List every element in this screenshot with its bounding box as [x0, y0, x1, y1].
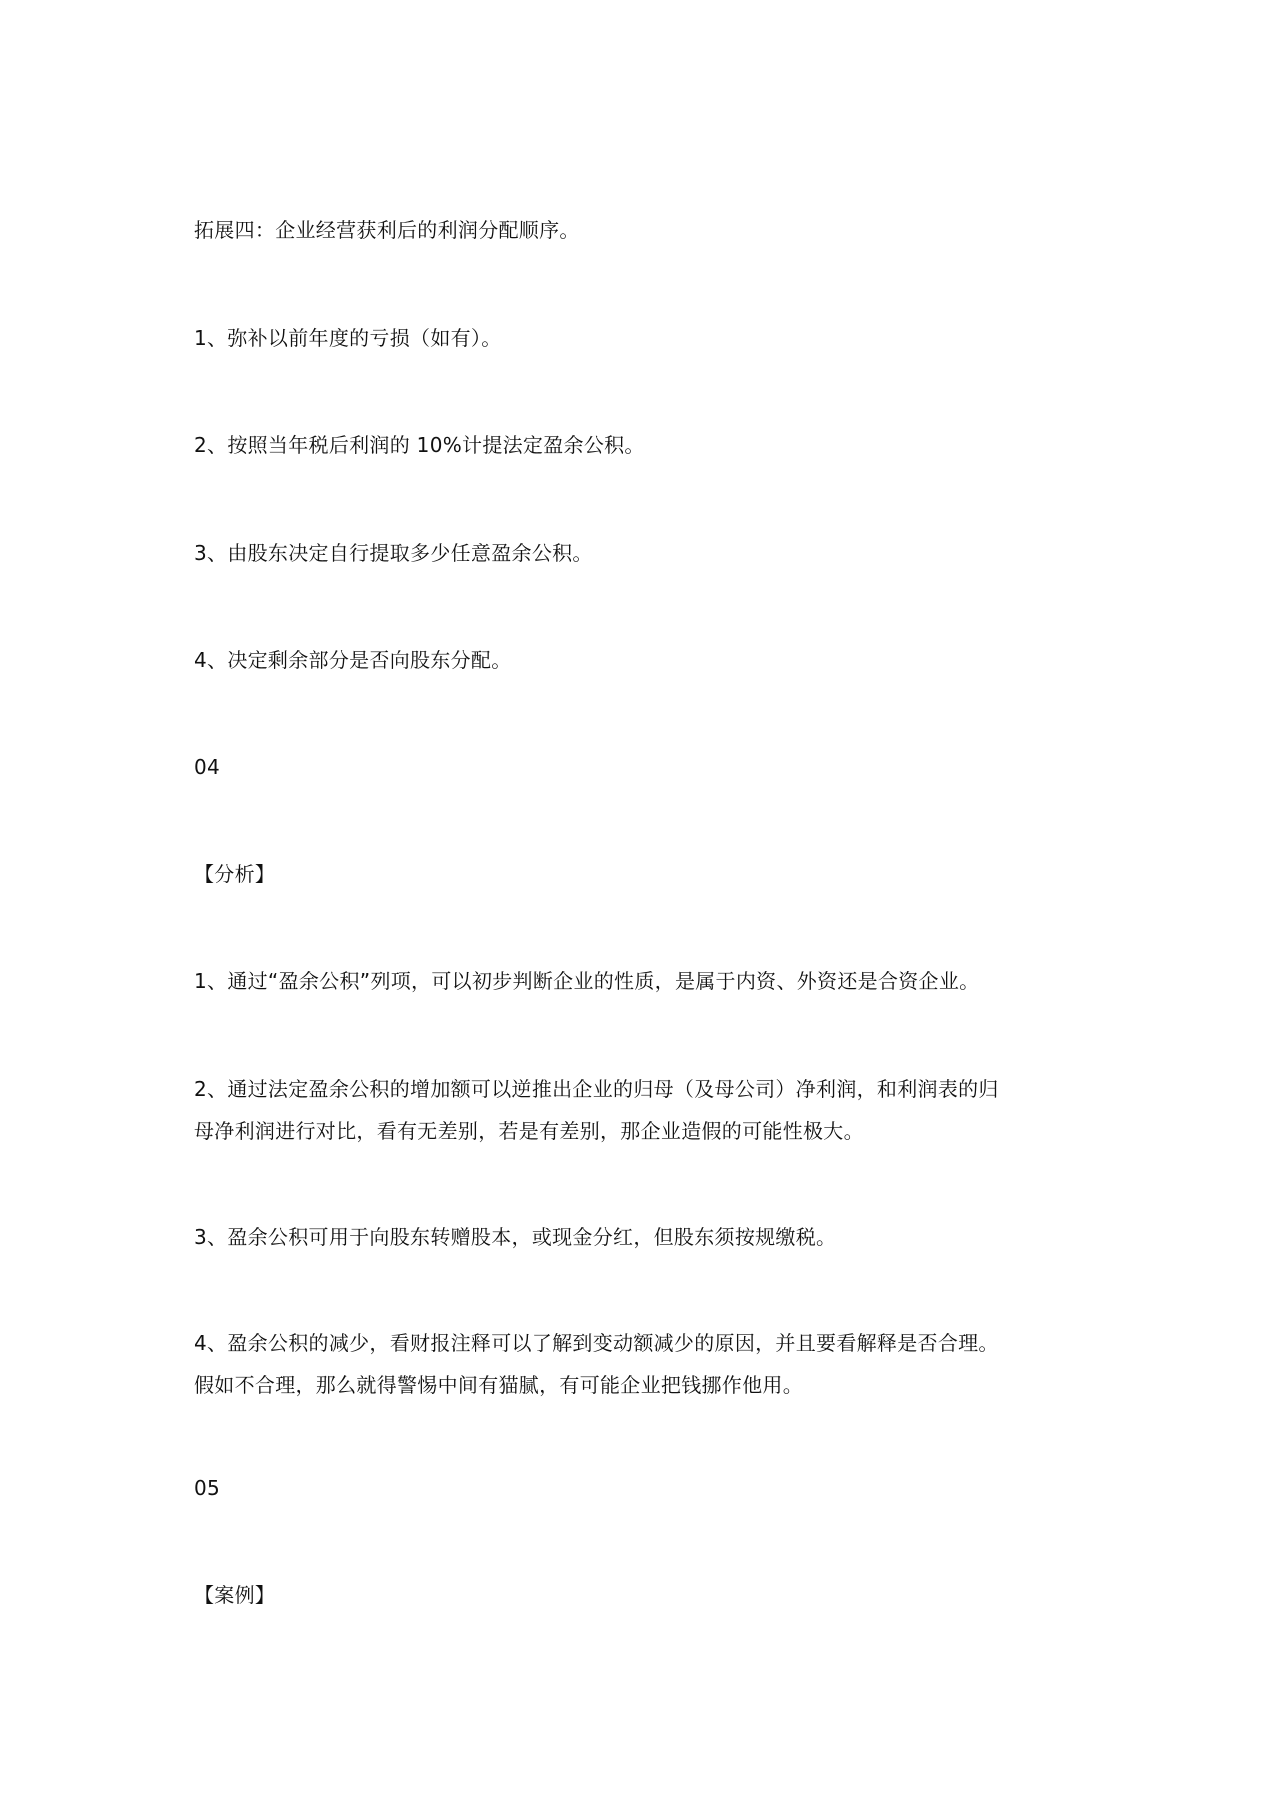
analysis-item-3-line-1: 3、盈余公积可用于向股东转赠股本，或现金分红，但股东须按规缴税。	[194, 1225, 837, 1249]
analysis-item-3	[194, 1216, 1124, 1258]
analysis-item-2-line-1: 2、通过法定盈余公积的增加额可以逆推出企业的归母（及母公司）净利润，和利润表的归	[194, 1077, 999, 1101]
analysis-item-4-line-2: 假如不合理，那么就得警惕中间有猫腻，有可能企业把钱挪作他用。	[194, 1373, 803, 1397]
section-number-04: 04	[194, 755, 221, 779]
analysis-item-1	[194, 960, 1124, 1002]
analysis-item-2-line-2: 母净利润进行对比，看有无差别，若是有差别，那企业造假的可能性极大。	[194, 1119, 864, 1143]
ext4-item-4: 4、决定剩余部分是否向股东分配。	[194, 648, 512, 672]
analysis-item-4	[194, 1322, 1124, 1406]
ext4-item-2: 2、按照当年税后利润的 10%计提法定盈余公积。	[194, 433, 645, 457]
analysis-item-4-line-1: 4、盈余公积的减少，看财报注释可以了解到变动额减少的原因，并且要看解释是否合理。	[194, 1331, 999, 1355]
analysis-item-2	[194, 1068, 1124, 1152]
ext4-heading: 拓展四：企业经营获利后的利润分配顺序。	[194, 218, 580, 242]
analysis-item-1-line-1: 1、通过“盈余公积”列项，可以初步判断企业的性质，是属于内资、外资还是合资企业。	[194, 969, 980, 993]
ext4-item-3: 3、由股东决定自行提取多少任意盈余公积。	[194, 541, 593, 565]
section-number-05: 05	[194, 1476, 221, 1500]
case-heading: 【案例】	[194, 1583, 276, 1607]
ext4-item-1: 1、弥补以前年度的亏损（如有）。	[194, 326, 502, 350]
analysis-heading: 【分析】	[194, 862, 276, 886]
